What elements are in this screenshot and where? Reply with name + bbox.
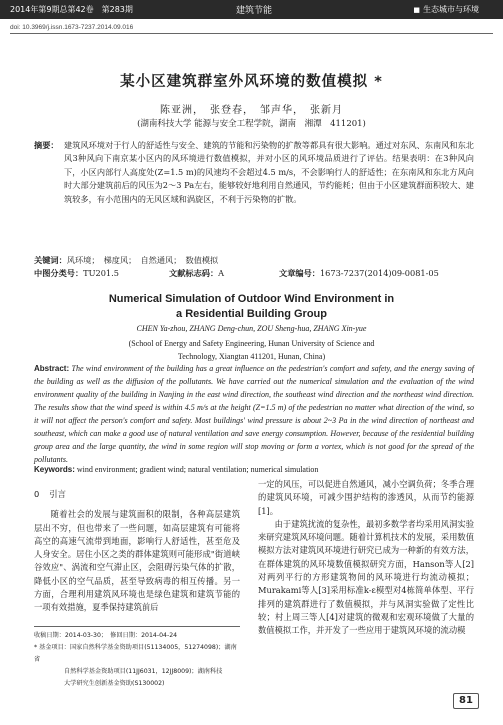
journal-header-bar [0, 0, 503, 19]
doc-code-value: A [218, 268, 225, 278]
footnotes [34, 630, 240, 690]
english-title [0, 292, 503, 322]
keywords-zh [34, 255, 218, 266]
fund-line-2: 自然科学基金资助项目(11JJ6031，12JJ8009)；湖南科技 [64, 668, 223, 675]
article-no-label: 文章编号： [279, 268, 320, 278]
doi[interactable]: doi: 10.3969/j.issn.1673-7237.2014.09.016 [10, 24, 134, 31]
body-right-column [258, 478, 474, 638]
received-dates: 收稿日期：2014-03-30； 修回日期：2014-04-24 [34, 632, 178, 639]
affiliation: (湖南科技大学 能源与安全工程学院，湖南 湘潭 411201) [137, 119, 366, 129]
issue-info: 2014年第9期总第42卷 第283期 [10, 5, 133, 14]
keywords-zh-label: 关键词： [34, 255, 67, 265]
abstract-en [34, 362, 474, 466]
keywords-zh-text: 风环境； 梯度风； 自然通风； 数值模拟 [66, 255, 219, 265]
english-affiliation [0, 337, 503, 363]
section-number: 0 [34, 489, 40, 499]
keywords-en-text: wind environment; gradient wind; natural ventilation; numerical simulation [76, 465, 319, 474]
doc-code-label: 文献标志码： [169, 268, 219, 278]
abstract-zh [34, 139, 474, 204]
body-left-column [34, 488, 240, 615]
journal-name: 建筑节能 [236, 6, 273, 16]
keywords-en-label: Keywords: [34, 465, 75, 474]
class-label: 中图分类号： [34, 268, 84, 278]
english-affil-line1: (School of Energy and Safety Engineering, Hunan University of Science and [128, 339, 375, 348]
abstract-en-label: Abstract: [34, 364, 70, 373]
intro-paragraph-1: 随着社会的发展与建筑面积的限制，各种高层建筑层出不穷，但也带来了一些问题，如高层建筑有可能将高空的高速气流带到地面，影响行人舒适性，甚至危及人身安全。居住小区之类的群体建筑则可能形成"街道峡谷效应"、涡流和空气滞止区，会阻碍污染气体的扩散，降低小区的空气品质，甚至导致病毒的相互传播。另一方面，合理利用建筑风环境也是绿色建筑和建筑节能的一项有效措施，夏季保持建筑前后 [34, 509, 240, 613]
abstract-zh-label: 摘要： [34, 140, 59, 150]
class-value: TU201.5 [83, 268, 119, 278]
authors: 陈亚洲， 张登春， 邹声华， 张新月 [160, 105, 343, 116]
keywords-en [34, 465, 474, 474]
intro-paragraph-2: 由于建筑扰流的复杂性，最初多数学者均采用风洞实验来研究建筑风环境问题。随着计算机技术的发展，采用数值模拟方法对建筑风环境进行研究已成为一种新的有效方法，在群体建筑的风环境数值模拟研究方面，Hanson等人[2]对两列平行的方形建筑物间的风环境进行均流动模拟；Murakami等人[3]采用标准k-ε模型对4栋简单体型、平行排列的建筑群进行了数值模拟，并与风洞实验做了定性比较；村上周三等人[4]对建筑的微观和宏观环境做了大量的数值模拟工作，并开发了一些应用于建筑风环境的流动模 [258, 518, 474, 636]
fund-line-1: * 基金项目：国家自然科学基金资助项目(51134005，51274098)；湖南省 [34, 644, 237, 663]
abstract-en-text: The wind environment of the building has a great influence on the pedestrian's comfort and safety, and the energy saving of the building as well as the diffusion of the pollutants. We have carried out the numerical simulation and the evaluation of the wind environment quality of the building in Nanjing in the east wind direction, the southeast wind direction and the northeast wind direction. The results show that the wind speed is within 4.5 m/s at the height (Z=1.5 m) of the pedestrian no matter what direction of the wind, so it will not affect the person's comfort and safety. Most buildings' wind pressure is about 2~3 Pa in the wind direction of northeast and southeast, which can make a good use of natural ventilation and save energy consumption. However, because of the residential building group area and the large quantity, the wind in some region will stop moving or form a vortex, which is not good for the spread of the pollutants. [34, 364, 475, 464]
fund-line-3: 大学研究生创新基金资助(S130002) [64, 680, 165, 687]
section-heading [34, 488, 240, 501]
paper-title: 某小区建筑群室外风环境的数值模拟 * [120, 74, 383, 90]
english-authors: CHEN Ya-zhou, ZHANG Deng-chun, ZOU Sheng-hua, ZHANG Xin-yue [136, 324, 367, 333]
abstract-zh-text: 建筑风环境对于行人的舒适性与安全、建筑的节能和污染物的扩散等都具有很大影响。通过对东风、东南风和东北风3种风向下南京某小区内的风环境进行数值模拟，并对小区的风环境品质进行了评估。结果表明：在3种风向下，小区内部行人高度处(Z=1.5 m)的风速均不会超过4.5 m/s，不会影响行人的舒适性；在东南风和东北方风向时大部分建筑前后的风压为2～3 Pa左右，能够较好地利用自然通风，节约能耗；但由于小区建筑群面积较大、建筑较多，有小范围内的无风区域和涡旋区，不利于污染物的扩散。 [64, 140, 474, 204]
english-title-line2: a Residential Building Group [176, 308, 327, 320]
page-number: 81 [453, 693, 479, 709]
section-title: 引言 [49, 489, 66, 499]
section-name: ■ 生态城市与环境 [413, 4, 479, 15]
footnote-rule [34, 626, 240, 627]
english-title-line1: Numerical Simulation of Outdoor Wind Environment in [108, 293, 395, 305]
article-no-value: 1673-7237(2014)09-0081-05 [319, 268, 439, 278]
classification-line [34, 268, 474, 279]
header-rule [10, 33, 493, 34]
english-affil-line2: Technology, Xiangtan 411201, Hunan, China) [177, 352, 326, 361]
intro-paragraph-1-cont: 一定的风压，可以促进自然通风，减小空调负荷；冬季合理的建筑风环境，可减少围护结构的渗透风，从而节约能源[1]。 [258, 479, 474, 516]
